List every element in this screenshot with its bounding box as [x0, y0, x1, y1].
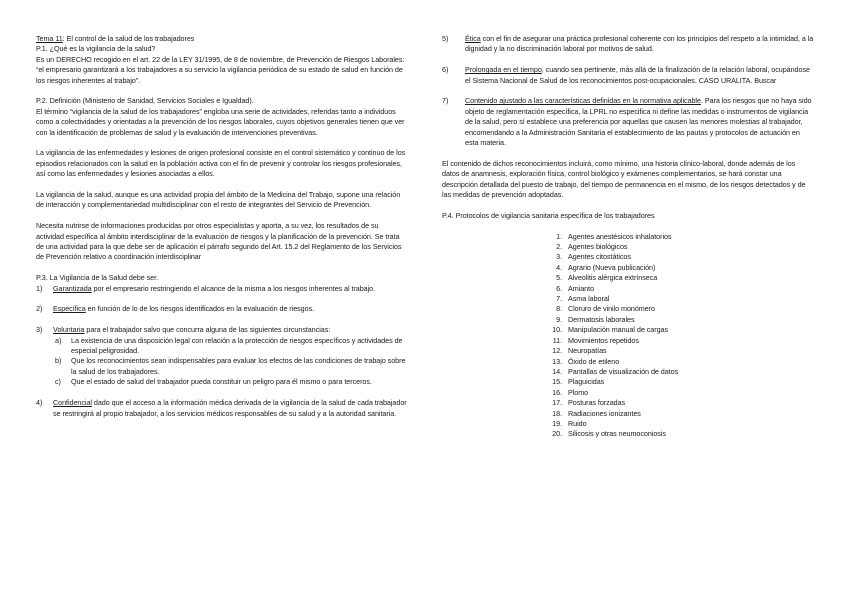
p1-quote: “el empresario garantizará a los trabajadores a su servicio la vigilancia periódica de su estado de salud en función de los riesgos inherentes al trabajo”.	[36, 65, 403, 85]
protocol-list-item	[548, 325, 814, 335]
protocol-list-item	[548, 263, 814, 273]
sub-item-text: Que los reconocimientos sean indispensables para evaluar los efectos de las condiciones de trabajo sobre la salud de los trabajadores.	[71, 356, 406, 376]
protocol-label: Agrario (Nueva publicación)	[568, 262, 656, 272]
protocol-label: Agentes biológicos	[568, 242, 628, 252]
item-text: por el empresario restringiendo el alcance de la misma a los riesgos inherentes al trabajo.	[91, 283, 376, 293]
protocol-label: Ruido	[568, 418, 587, 428]
list-item	[36, 284, 408, 294]
item-text: con el fin de asegurar una práctica profesional coherente con los principios del respeto a la intimidad, a la dignidad y la no discriminación laboral por motivos de salud.	[465, 34, 814, 54]
protocol-list-item	[548, 388, 814, 398]
protocol-list-item	[548, 419, 814, 429]
protocol-number: 4.	[556, 262, 562, 272]
protocol-number: 7.	[556, 294, 562, 304]
protocol-list-item	[548, 304, 814, 314]
protocol-number: 14.	[552, 366, 562, 376]
content-paragraph: El contenido de dichos reconocimientos incluirá, como mínimo, una historia clínico-laboral, donde además de los datos de anamnesis, exploración física, control biológico y exámenes complementarios, se hará constar una descripción detallada del puesto de trabajo, del tiempo de permanencia en el mismo, de los riesgos detectados y de las medidas de prevención adoptadas.	[442, 158, 806, 200]
protocol-list-item	[548, 242, 814, 252]
p1-text: Es un DERECHO recogido en el art. 22 de la LEY 31/1995, de 8 de noviembre, de Prevención de Riesgos Laborales:	[36, 54, 405, 64]
list-item	[442, 96, 814, 148]
protocol-label: Agentes citostáticos	[568, 252, 631, 262]
list-item	[442, 34, 814, 55]
protocol-label: Asma laboral	[568, 294, 610, 304]
protocol-number: 20.	[552, 429, 562, 439]
list-item	[36, 398, 408, 419]
protocol-list-item	[548, 252, 814, 262]
list-item	[36, 304, 408, 314]
protocol-number: 17.	[552, 398, 562, 408]
item-term: Específica	[53, 304, 86, 314]
sub-item-letter: a)	[55, 335, 62, 345]
protocol-number: 15.	[552, 377, 562, 387]
protocol-list-item	[548, 315, 814, 325]
protocol-number: 8.	[556, 304, 562, 314]
p2-heading: P.2. Definición (Ministerio de Sanidad, Servicios Sociales e Igualdad).	[36, 96, 254, 106]
protocol-number: 6.	[556, 283, 562, 293]
item-number: 2)	[36, 304, 43, 314]
protocol-label: Pantallas de visualización de datos	[568, 366, 679, 376]
protocol-list-item	[548, 284, 814, 294]
topic-title	[36, 34, 408, 44]
protocol-label: Dermatosis laborales	[568, 314, 635, 324]
protocol-list-item	[548, 377, 814, 387]
protocol-number: 18.	[552, 408, 562, 418]
protocol-number: 5.	[556, 273, 562, 283]
p4-heading: P.4. Protocolos de vigilancia sanitaria específica de los trabajadores	[442, 210, 655, 220]
item-text: , cuando sea pertinente, más allá de la finalización de la relación laboral, ocupándose el Sistema Nacional de Salud de los reconocimientos post-ocupacionales. CASO URALITA. Buscar	[465, 65, 810, 85]
protocol-list-item	[548, 273, 814, 283]
protocol-list-item	[548, 409, 814, 419]
protocol-list-item	[548, 357, 814, 367]
p2-paragraph-1: El término “vigilancia de la salud de los trabajadores” engloba una serie de actividades, referidas tanto a individuos como a colectividades y orientadas a la prevención de los riesgos laborales, cuyos objetivos generales tienen que ver con la identificación de problemas de salud y la evaluación de intervenciones preventivas.	[36, 106, 405, 137]
protocol-label: Radiaciones ionizantes	[568, 408, 641, 418]
left-column	[36, 34, 408, 419]
item-number: 7)	[442, 96, 449, 106]
p2-paragraph-4: Necesita nutrirse de informaciones producidas por otros especialistas y aporta, a su vez, los resultados de su actividad específica al ámbito interdisciplinar de la evaluación de riesgos y la planificación de la prevención. Se trata de una actividad para la que debe ser de aplicación el párrafo segundo del Art. 15.2 del Reglamento de los Servicios de Prevención relativo a coordinación interdisciplinar	[36, 221, 402, 262]
item-term: Confidencial	[53, 398, 92, 408]
p1-heading: P.1. ¿Qué es la vigilancia de la salud?	[36, 44, 156, 54]
sub-item-letter: c)	[55, 377, 61, 387]
protocol-number: 16.	[552, 387, 562, 397]
topic-number: Tema 11	[36, 34, 63, 43]
item-text: . Para los riesgos que no haya sido objeto de reglamentación específica, la LPRL no especifica ni define las medidas o instrumentos de vigilancia de la salud, pero sí establece una preferencia por aquellas que causen las menores molestias al trabajador, encomendando a la Administración Sanitaria el establecimiento de las pautas y protocolos de actuación en esta materia.	[465, 96, 812, 148]
protocol-list-item	[548, 398, 814, 408]
sub-item-text: Que el estado de salud del trabajador pueda constituir un peligro para él mismo o para terceros.	[71, 377, 372, 387]
protocol-label: Alveolitis alérgica extrínseca	[568, 273, 658, 283]
protocol-number: 2.	[556, 242, 562, 252]
item-number: 1)	[36, 283, 43, 293]
protocol-label: Cloruro de vinilo monómero	[568, 304, 655, 314]
protocol-label: Manipulación manual de cargas	[568, 325, 669, 335]
sub-item-text: La existencia de una disposición legal con relación a la protección de riesgos específicos y actividades de especial peligrosidad.	[71, 335, 403, 356]
item-number: 5)	[442, 34, 449, 43]
protocol-label: Amianto	[568, 283, 595, 293]
sub-list-item	[36, 377, 408, 387]
protocol-label: Óxido de etileno	[568, 356, 620, 366]
p2-paragraph-3: La vigilancia de la salud, aunque es una actividad propia del ámbito de la Medicina del Trabajo, supone una relación de interacción y complementariedad multidisciplinar con el resto de integrantes del Servicio de Prevención.	[36, 190, 401, 210]
p2-paragraph-2: La vigilancia de las enfermedades y lesiones de origen profesional consiste en el control sistemático y continuo de los episodios relacionados con la salud en la población activa con el fin de prevenir y controlar los riesgos profesionales, así como las enfermedades y lesiones asociadas a ellos.	[36, 148, 406, 179]
item-text: dado que el acceso a la información médica derivada de la vigilancia de la salud de cada trabajador se restringirá al propio trabajador, a los servicios médicos responsables de su salud y a la autoridad sanitaria.	[53, 398, 407, 418]
item-number: 3)	[36, 325, 43, 335]
item-term: Ética	[465, 34, 481, 43]
topic-name: : El control de la salud de los trabajadores	[62, 34, 195, 43]
list-item	[442, 65, 814, 86]
protocol-label: Plomo	[568, 387, 589, 397]
protocol-list-item	[548, 294, 814, 304]
protocol-label: Posturas forzadas	[568, 398, 626, 408]
item-term: Contenido ajustado a las características definidas en la normativa aplicable	[465, 96, 701, 106]
protocols-list	[548, 232, 814, 440]
protocol-number: 12.	[552, 346, 562, 356]
protocol-label: Plaguicidas	[568, 377, 605, 387]
protocol-label: Neuropatías	[568, 346, 607, 356]
protocol-list-item	[548, 429, 814, 439]
protocol-label: Silicosis y otras neumoconiosis	[568, 429, 666, 439]
protocol-list-item	[548, 346, 814, 356]
protocol-label: Agentes anestésicos inhalatorios	[568, 231, 672, 241]
protocol-list-item	[548, 232, 814, 242]
protocol-label: Movimientos repetidos	[568, 335, 639, 345]
protocol-list-item	[548, 336, 814, 346]
list-item	[36, 325, 408, 335]
protocol-number: 11.	[552, 335, 562, 345]
protocol-number: 3.	[556, 252, 562, 262]
protocol-number: 19.	[552, 418, 562, 428]
protocol-number: 13.	[552, 356, 562, 366]
item-number: 4)	[36, 398, 43, 408]
protocol-number: 1.	[556, 231, 562, 241]
protocol-number: 9.	[556, 314, 562, 324]
item-term: Prolongada en el tiempo	[465, 65, 542, 75]
item-text: en función de lo de los riesgos identificados en la evaluación de riesgos.	[85, 304, 315, 314]
protocol-number: 10.	[552, 325, 562, 335]
sub-item-letter: b)	[55, 356, 62, 366]
item-text: para el trabajador salvo que concurra alguna de las siguientes circunstancias:	[84, 325, 331, 335]
right-column	[442, 34, 814, 440]
sub-list-item	[36, 356, 408, 377]
item-number: 6)	[442, 65, 449, 75]
item-term: Voluntaria	[53, 325, 85, 335]
sub-list-item	[36, 336, 408, 357]
p3-heading: P.3. La Vigilancia de la Salud debe ser.	[36, 273, 159, 283]
item-term: Garantizada	[53, 283, 92, 293]
protocol-list-item	[548, 367, 814, 377]
